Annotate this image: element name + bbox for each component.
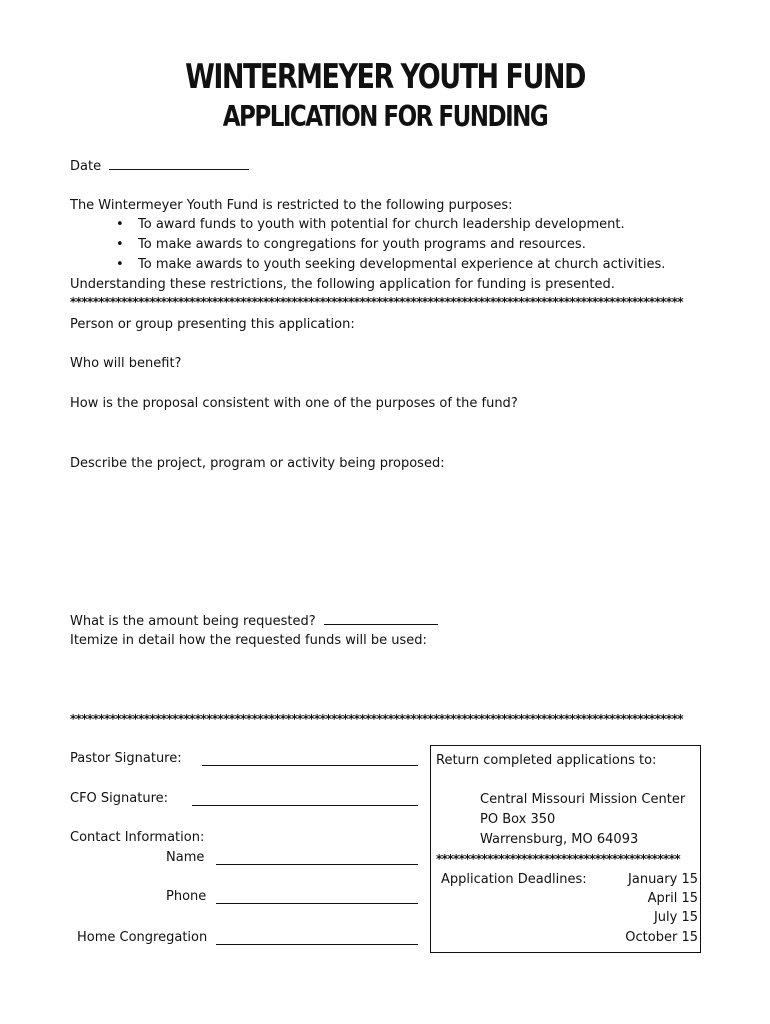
deadline-item: April 15 bbox=[647, 891, 698, 906]
contact-information-label: Contact Information: bbox=[70, 830, 205, 845]
pastor-signature-label: Pastor Signature: bbox=[70, 751, 182, 766]
bullet-icon: • bbox=[116, 257, 124, 272]
separator-stars: ************************************************************************************************************ bbox=[70, 713, 683, 725]
purpose-item: • To make awards to youth seeking developmental experience at church activities. bbox=[116, 257, 666, 272]
bullet-icon: • bbox=[116, 217, 124, 232]
phone-field[interactable] bbox=[216, 892, 418, 904]
cfo-signature-field[interactable] bbox=[192, 794, 418, 806]
name-field[interactable] bbox=[216, 853, 418, 865]
deadline-item: October 15 bbox=[625, 930, 698, 945]
question-amount: What is the amount being requested? bbox=[70, 614, 316, 629]
question-describe: Describe the project, program or activity being proposed: bbox=[70, 456, 445, 471]
amount-field[interactable] bbox=[324, 613, 438, 625]
cfo-signature-label: CFO Signature: bbox=[70, 791, 169, 806]
intro-text: The Wintermeyer Youth Fund is restricted to the following purposes: bbox=[70, 198, 513, 213]
question-presenter: Person or group presenting this application: bbox=[70, 317, 355, 332]
name-label: Name bbox=[166, 850, 205, 865]
return-city: Warrensburg, MO 64093 bbox=[480, 832, 639, 847]
deadline-item: January 15 bbox=[628, 872, 698, 887]
purpose-item: • To make awards to congregations for youth programs and resources. bbox=[116, 237, 586, 252]
date-label: Date bbox=[70, 159, 102, 174]
bullet-icon: • bbox=[116, 237, 124, 252]
deadlines-label: Application Deadlines: bbox=[441, 872, 587, 887]
return-address-box bbox=[430, 745, 701, 953]
home-congregation-field[interactable] bbox=[216, 933, 418, 945]
purpose-item: • To award funds to youth with potential for church leadership development. bbox=[116, 217, 625, 232]
pastor-signature-field[interactable] bbox=[202, 754, 418, 766]
home-congregation-label: Home Congregation bbox=[77, 930, 208, 945]
separator-stars: ************************************************************************************************************ bbox=[70, 296, 683, 308]
form-title: WINTERMEYER YOUTH FUND bbox=[185, 58, 585, 97]
understanding-text: Understanding these restrictions, the following application for funding is presented. bbox=[70, 277, 615, 292]
phone-label: Phone bbox=[166, 889, 207, 904]
deadline-item: July 15 bbox=[653, 910, 698, 925]
return-org: Central Missouri Mission Center bbox=[480, 792, 686, 807]
date-row bbox=[70, 158, 249, 175]
return-po-box: PO Box 350 bbox=[480, 812, 556, 827]
question-consistent: How is the proposal consistent with one of the purposes of the fund? bbox=[70, 396, 518, 411]
amount-row bbox=[70, 613, 438, 630]
return-heading: Return completed applications to: bbox=[436, 753, 657, 768]
box-separator-stars: ******************************************* bbox=[436, 853, 681, 865]
question-itemize: Itemize in detail how the requested funds will be used: bbox=[70, 633, 427, 648]
date-field[interactable] bbox=[109, 158, 249, 170]
question-benefit: Who will benefit? bbox=[70, 356, 182, 371]
form-subtitle: APPLICATION FOR FUNDING bbox=[222, 100, 548, 134]
